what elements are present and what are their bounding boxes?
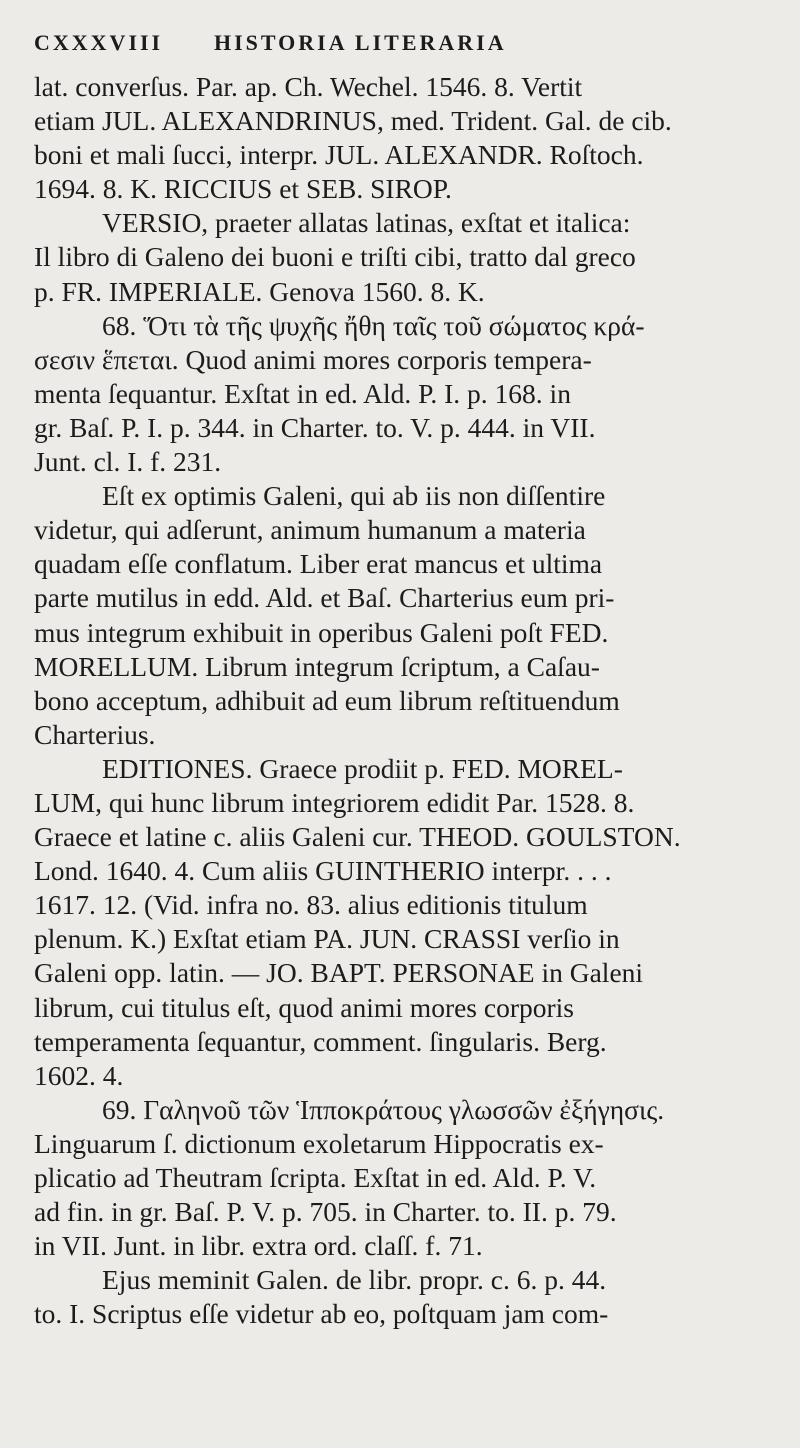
text-line: Ejus meminit Galen. de libr. propr. c. 6. p. 44. — [102, 1264, 607, 1296]
text-line: 1602. 4. — [34, 1059, 124, 1091]
text-line: lat. converſus. Par. ap. Ch. Wechel. 1546. 8. Vertit — [34, 71, 583, 102]
text-line: Linguarum ſ. dictionum exoletarum Hippocratis ex- — [34, 1127, 604, 1159]
text-line: temperamenta ſequantur, comment. ſingularis. Berg. — [34, 1025, 607, 1057]
text-line: quadam eſſe conflatum. Liber erat mancus et ultima — [34, 548, 603, 580]
text-line: EDITIONES. Graece prodiit p. FED. MOREL- — [102, 752, 623, 784]
text-line: p. FR. IMPERIALE. Genova 1560. 8. K. — [34, 275, 485, 307]
text-line: boni et mali ſucci, interpr. JUL. ALEXANDR. Roſtoch. — [34, 139, 644, 171]
text-line: Graece et latine c. aliis Galeni cur. THEOD. GOULSTON. — [34, 821, 681, 853]
text-line: Lond. 1640. 4. Cum aliis GUINTHERIO interpr. . . . — [34, 855, 612, 887]
text-line: Il libro di Galeno dei buoni e triſti cibi, tratto dal greco — [34, 241, 636, 273]
body-text — [34, 70, 766, 1331]
text-line: bono acceptum, adhibuit ad eum librum reſtituendum — [34, 684, 620, 716]
text-line: plicatio ad Theutram ſcripta. Exſtat in ed. Ald. P. V. — [34, 1162, 597, 1193]
text-line: Charterius. — [34, 718, 156, 750]
page-number: CXXXVIII — [34, 30, 164, 55]
running-head — [34, 30, 766, 70]
text-line: mus integrum exhibuit in operibus Galeni poſt FED. — [34, 616, 609, 648]
text-line: LUM, qui hunc librum integriorem edidit Par. 1528. 8. — [34, 786, 635, 818]
text-line: MORELLUM. Librum integrum ſcriptum, a Caſau- — [34, 650, 600, 682]
text-line: 1617. 12. (Vid. infra no. 83. alius editionis titulum — [34, 889, 588, 921]
text-line: Junt. cl. I. f. 231. — [34, 446, 222, 478]
text-line: in VII. Junt. in libr. extra ord. claſſ. f. 71. — [34, 1230, 483, 1262]
text-line: Eſt ex optimis Galeni, qui ab iis non diſſentire — [102, 480, 606, 512]
text-line: σεσιν ἕπεται. Quod animi mores corporis tempera- — [34, 343, 592, 375]
text-line: 1694. 8. K. RICCIUS et SEB. SIROP. — [34, 173, 452, 205]
text-line: parte mutilus in edd. Ald. et Baſ. Charterius eum pri- — [34, 582, 615, 614]
text-line: videtur, qui adſerunt, animum humanum a materia — [34, 514, 586, 546]
text-line: librum, cui titulus eſt, quod animi mores corporis — [34, 991, 574, 1023]
text-line: 68. Ὅτι τὰ τῆς ψυχῆς ἤθη ταῖς τοῦ σώματος κρά- — [102, 309, 645, 341]
text-line: VERSIO, praeter allatas latinas, exſtat et italica: — [102, 207, 631, 239]
header-title: HISTORIA LITERARIA — [214, 30, 507, 55]
text-line: 69. Γαληνοῦ τῶν Ἱπποκράτους γλωσσῶν ἐξήγησις. — [102, 1093, 665, 1125]
text-line: etiam JUL. ALEXANDRINUS, med. Trident. Gal. de cib. — [34, 105, 672, 137]
text-line: menta ſequantur. Exſtat in ed. Ald. P. I. p. 168. in — [34, 377, 571, 409]
text-line: ad fin. in gr. Baſ. P. V. p. 705. in Charter. to. II. p. 79. — [34, 1196, 617, 1228]
text-line: plenum. K.) Exſtat etiam PA. JUN. CRASSI verſio in — [34, 923, 620, 955]
text-line: gr. Baſ. P. I. p. 344. in Charter. to. V. p. 444. in VII. — [34, 411, 596, 443]
text-line: to. I. Scriptus eſſe videtur ab eo, poſtquam jam com- — [34, 1298, 609, 1330]
text-line: Galeni opp. latin. — JO. BAPT. PERSONAE in Galeni — [34, 957, 644, 989]
